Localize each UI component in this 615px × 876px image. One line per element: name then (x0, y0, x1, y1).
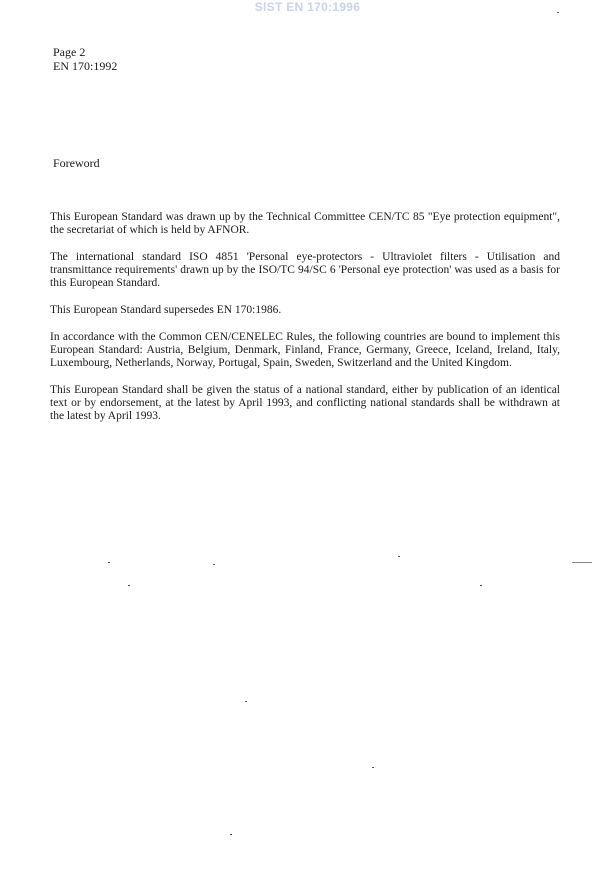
scan-speck (480, 585, 482, 586)
scan-speck (128, 585, 130, 586)
paragraph-iso-basis: The international standard ISO 4851 'Personal eye-protectors - Ultraviolet filters - Utilisation and transmittance requirements' drawn up by the ISO/TC 94/SC 6 'Personal eye protection' was used as a basis for this European Standard. (50, 251, 560, 289)
paragraph-status: This European Standard shall be given the status of a national standard, either by publication of an identical text or by endorsement, at the latest by April 1993, and conflicting national standards shall be withdrawn at the latest by April 1993. (50, 384, 560, 422)
watermark: SIST EN 170:1996 (254, 0, 361, 14)
section-title: Foreword (53, 156, 100, 170)
page-number: Page 2 (53, 45, 86, 59)
paragraph-supersedes: This European Standard supersedes EN 170:1986. (50, 304, 282, 316)
scan-speck (557, 12, 559, 13)
scan-speck (230, 834, 232, 835)
scan-speck (398, 556, 400, 557)
scan-speck (372, 767, 374, 768)
foreword-body (50, 211, 560, 437)
scan-speck (213, 564, 215, 565)
paragraph-countries: In accordance with the Common CEN/CENELEC Rules, the following countries are bound to implement this European Standard: Austria, Belgium, Denmark, Finland, France, Germany, Greece, Iceland, Ireland, Italy, Luxembourg, Netherlands, Norway, Portugal, Spain, Sweden, Switzerland and the United Kingdom. (50, 331, 560, 369)
paragraph-committee: This European Standard was drawn up by the Technical Committee CEN/TC 85 "Eye protection equipment", the secretariat of which is held by AFNOR. (50, 211, 560, 236)
page-header (53, 45, 117, 73)
scan-speck (108, 562, 110, 563)
standard-number: EN 170:1992 (53, 59, 118, 73)
scan-speck (245, 701, 247, 702)
scan-mark (572, 562, 592, 563)
